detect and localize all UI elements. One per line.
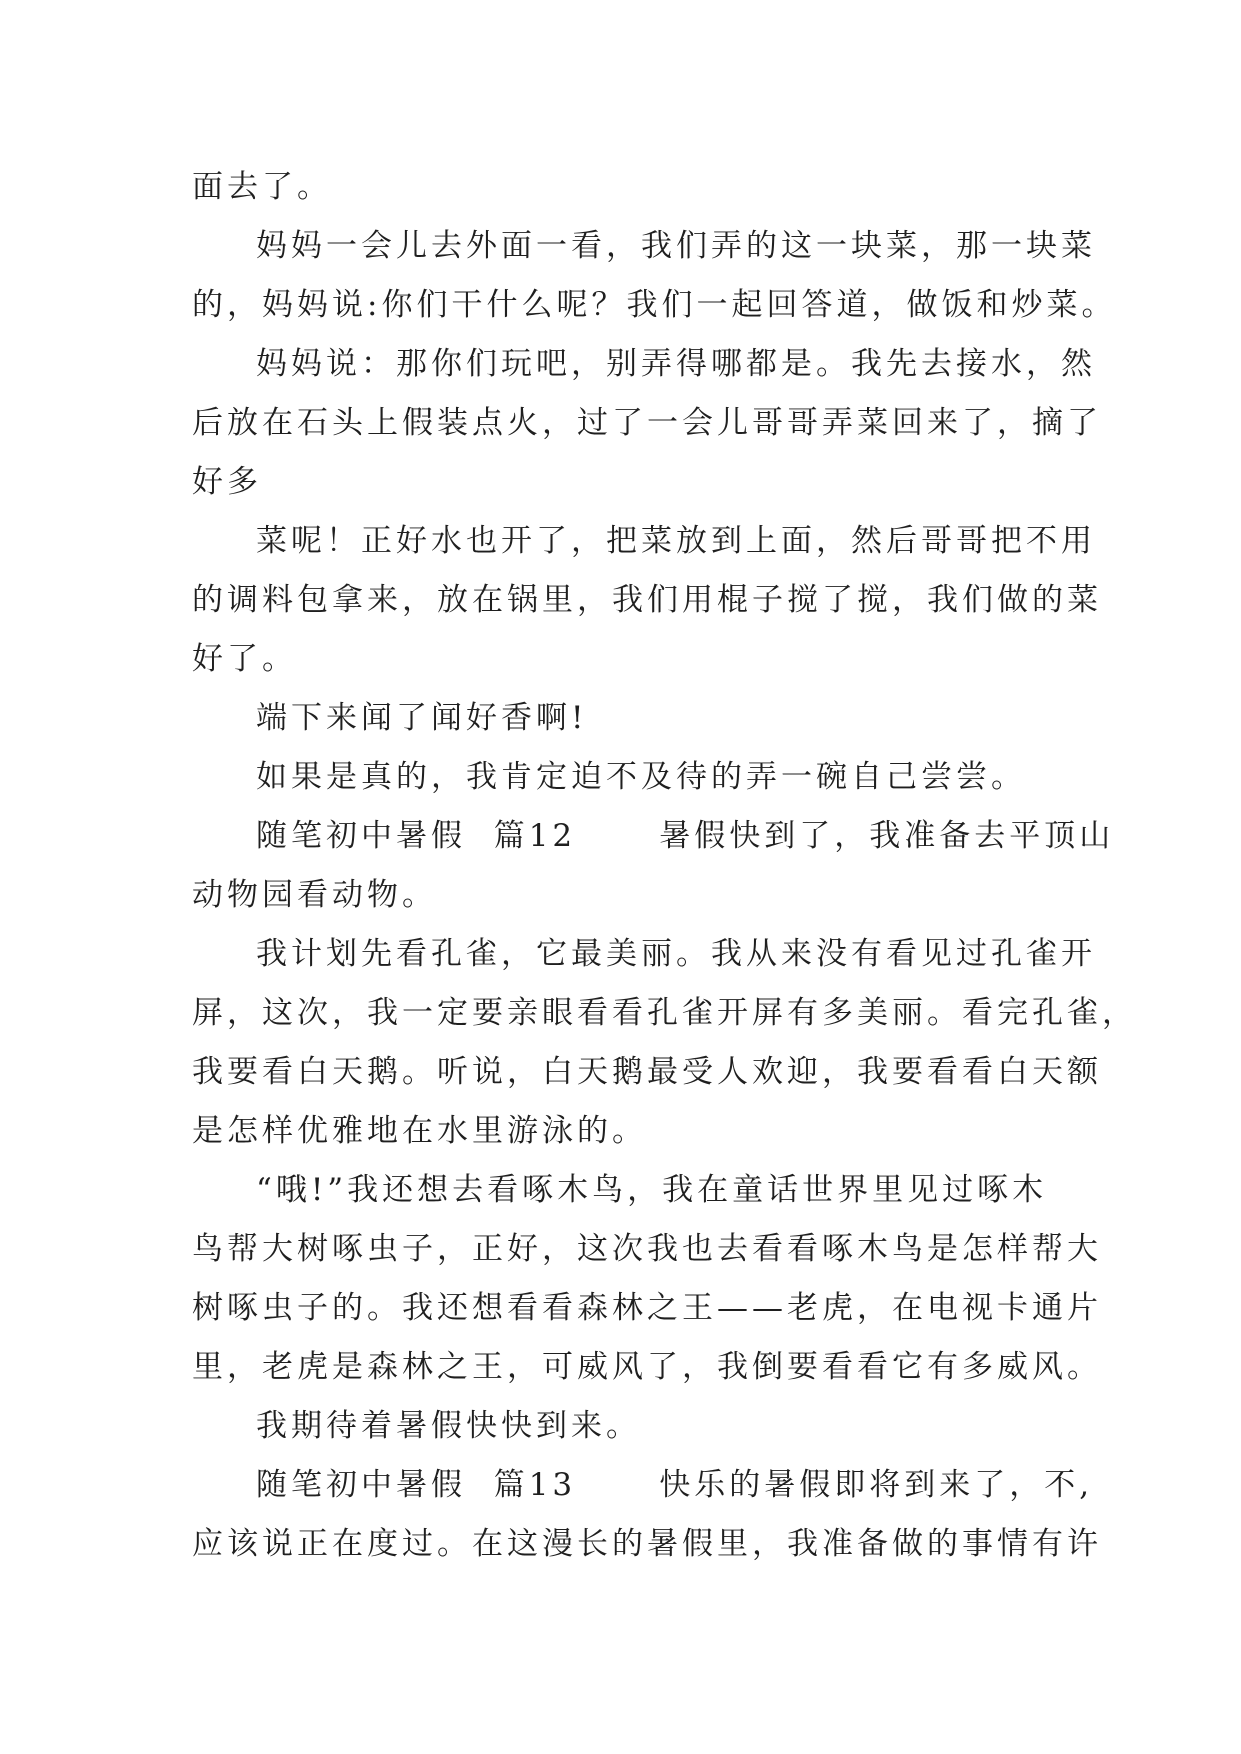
paragraph-start-line: 妈妈一会儿去外面一看，我们弄的这一块菜，那一块菜 bbox=[256, 228, 1096, 264]
text-line: 里，老虎是森林之王，可威风了，我倒要看看它有多威风。 bbox=[192, 1349, 1102, 1385]
text-line: 应该说正在度过。在这漫长的暑假里，我准备做的事情有许 bbox=[192, 1526, 1102, 1562]
paragraph-start-line: “哦!”我还想去看啄木鸟，我在童话世界里见过啄木 bbox=[256, 1172, 1048, 1208]
paragraph-start-line: 我期待着暑假快快到来。 bbox=[256, 1408, 641, 1444]
paragraph-start-line: 妈妈说：那你们玩吧，别弄得哪都是。我先去接水，然 bbox=[256, 346, 1096, 382]
text-line: 屏，这次，我一定要亲眼看看孔雀开屏有多美丽。看完孔雀， bbox=[192, 995, 1137, 1031]
body-text bbox=[192, 158, 1137, 1574]
text-line: 我要看白天鹅。听说，白天鹅最受人欢迎，我要看看白天额 bbox=[192, 1054, 1102, 1090]
text-line: 鸟帮大树啄虫子，正好，这次我也去看看啄木鸟是怎样帮大 bbox=[192, 1231, 1102, 1267]
section-heading-line: 随笔初中暑假 篇12 暑假快到了，我准备去平顶山 bbox=[256, 818, 1115, 854]
text-line: 的，妈妈说:你们干什么呢？我们一起回答道，做饭和炒菜。 bbox=[192, 287, 1117, 323]
text-line: 好了。 bbox=[192, 641, 297, 677]
paragraph-start-line: 如果是真的，我肯定迫不及待的弄一碗自己尝尝。 bbox=[256, 759, 1026, 795]
text-line: 面去了。 bbox=[192, 169, 332, 205]
paragraph-start-line: 我计划先看孔雀，它最美丽。我从来没有看见过孔雀开 bbox=[256, 936, 1096, 972]
text-line: 的调料包拿来，放在锅里，我们用棍子搅了搅，我们做的菜 bbox=[192, 582, 1102, 618]
paragraph-start-line: 菜呢！正好水也开了，把菜放到上面，然后哥哥把不用 bbox=[256, 523, 1096, 559]
section-heading-line: 随笔初中暑假 篇13 快乐的暑假即将到来了，不, bbox=[256, 1467, 1094, 1503]
text-line: 好多 bbox=[192, 464, 262, 500]
paragraph-start-line: 端下来闻了闻好香啊! bbox=[256, 700, 588, 736]
text-line: 是怎样优雅地在水里游泳的。 bbox=[192, 1113, 647, 1149]
text-line: 树啄虫子的。我还想看看森林之王——老虎，在电视卡通片 bbox=[192, 1290, 1102, 1326]
text-line: 动物园看动物。 bbox=[192, 877, 437, 913]
text-line: 后放在石头上假装点火，过了一会儿哥哥弄菜回来了，摘了 bbox=[192, 405, 1102, 441]
